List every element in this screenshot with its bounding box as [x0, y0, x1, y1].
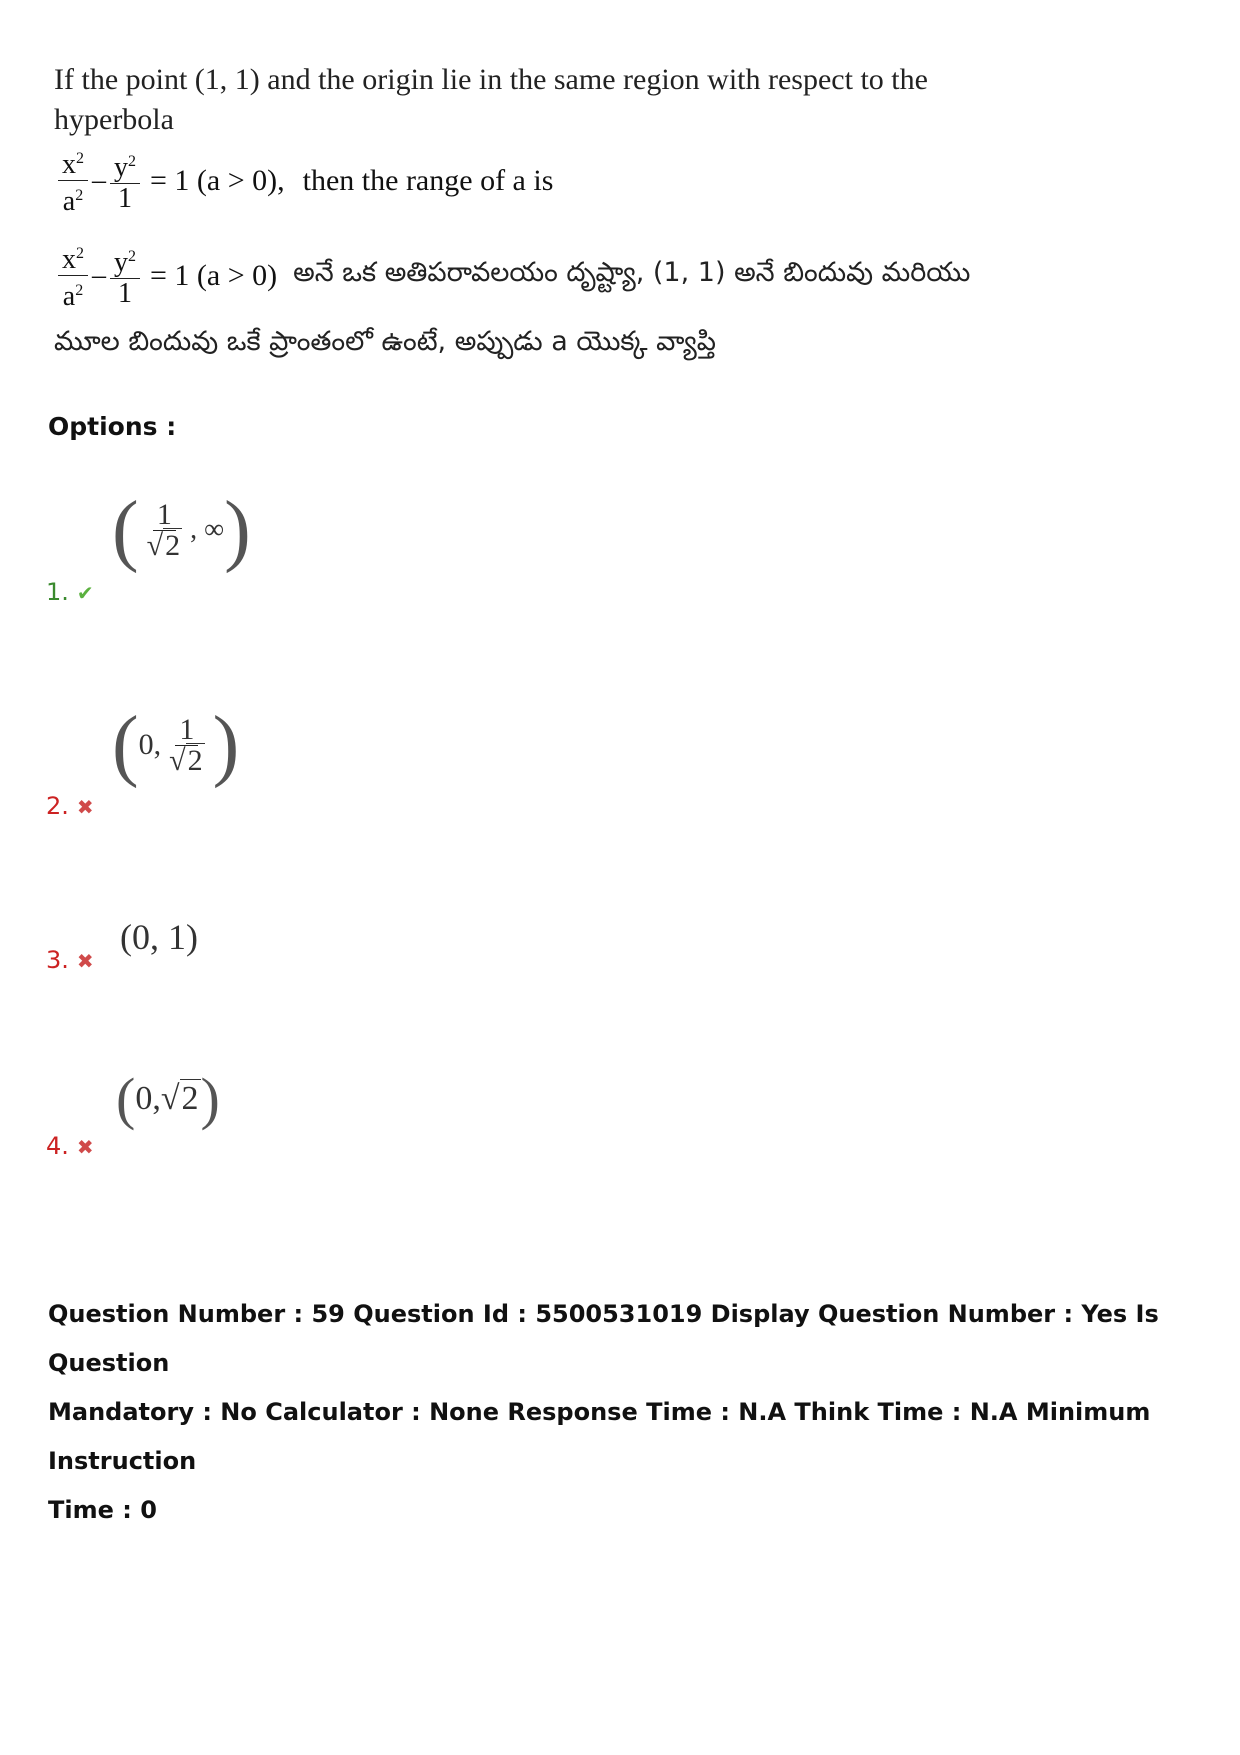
hyperbola-equation-telugu: $\frac{x^2}{a^2}$ – $\frac{y^2}{1}$ = 1 (a > 0) అనే ఒక అతిపరావలయం దృష్ట్యా, (1, 1) అనే బిందువు మరియు — [54, 239, 1054, 312]
metadata-line-3: Time : 0 — [48, 1496, 157, 1524]
fraction-y2-1: $\frac{y^2}{1}$ — [110, 147, 140, 214]
question-text-telugu-2: మూల బిందువు ఒకే ప్రాంతంలో ఉంటే, అప్పుడు a యొక్క వ్యాప్తి — [54, 326, 716, 357]
fraction-x2-a2-telugu: $\frac{x^2}{a^2}$ — [58, 239, 88, 312]
cross-icon: ✖ — [76, 795, 94, 819]
metadata-line-2: Mandatory : No Calculator : None Response Time : N.A Think Time : N.A Minimum Instruction — [48, 1398, 1151, 1475]
cross-icon: ✖ — [76, 949, 94, 973]
question-text-english: If the point (1, 1) and the origin lie in the same region with respect to the hyperbola — [54, 63, 928, 136]
option-number: 4. ✖ — [46, 1132, 94, 1160]
metadata-line-1: Question Number : 59 Question Id : 5500531019 Display Question Number : Yes Is Question — [48, 1300, 1159, 1377]
option-number: 1. ✔ — [46, 578, 94, 606]
cross-icon: ✖ — [76, 1135, 94, 1159]
option-number: 2. ✖ — [46, 792, 94, 820]
option-3-math: (0, 1) — [120, 917, 198, 957]
question-block — [54, 60, 1054, 364]
equation-rhs: = 1 (a > 0), — [150, 163, 285, 197]
option-2-math: ( 0, $\frac{1}{√2}$ ) — [112, 701, 240, 789]
fraction-x2-a2: $\frac{x^2}{a^2}$ — [58, 144, 88, 217]
check-icon: ✔ — [76, 581, 94, 605]
fraction-y2-1-telugu: $\frac{y^2}{1}$ — [110, 242, 140, 309]
question-text-english-range: then the range of a is — [302, 163, 554, 197]
options-label: Options : — [48, 412, 177, 441]
question-metadata — [48, 1290, 1208, 1535]
option-number: 3. ✖ — [46, 946, 94, 974]
option-4-math: ( 0, √2 ) — [116, 1066, 220, 1131]
option-1-math: ( $\frac{1}{√2}$ , ∞ ) — [112, 486, 251, 574]
equation-rhs-telugu: = 1 (a > 0) — [150, 258, 278, 292]
hyperbola-equation: $\frac{x^2}{a^2}$ – $\frac{y^2}{1}$ = 1 (a > 0), then the range of a is — [54, 144, 1054, 217]
question-text-telugu-1: అనే ఒక అతిపరావలయం దృష్ట్యా, (1, 1) అనే బిందువు మరియు — [293, 256, 971, 288]
